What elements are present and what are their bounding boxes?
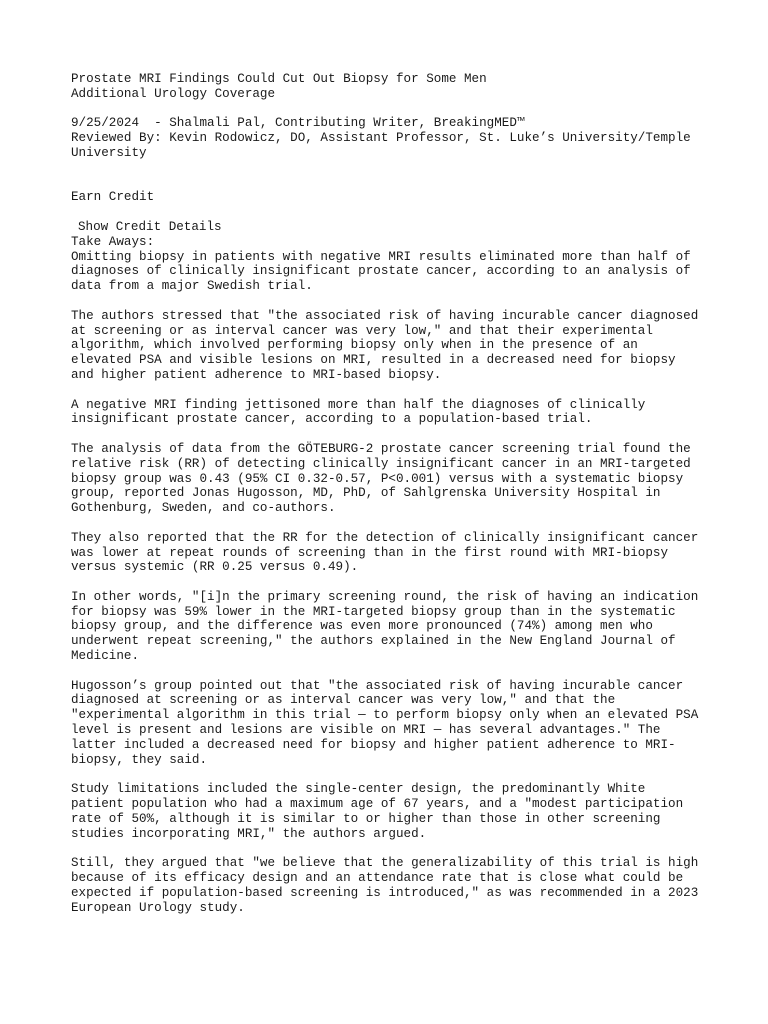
spacer bbox=[71, 767, 711, 782]
paragraph-line: elevated PSA and visible lesions on MRI, resulted in a decreased need for biopsy bbox=[71, 353, 676, 368]
spacer bbox=[71, 575, 711, 590]
body-paragraph bbox=[71, 442, 711, 516]
article-title: Prostate MRI Findings Could Cut Out Biopsy for Some Men bbox=[71, 72, 487, 86]
paragraph-line: and higher patient adherence to MRI-based biopsy. bbox=[71, 367, 442, 382]
body-paragraph bbox=[71, 856, 711, 915]
paragraph-line: The authors stressed that "the associated risk of having incurable cancer diagnosed bbox=[71, 308, 699, 323]
dateline: 9/25/2024 - Shalmali Pal, Contributing Writer, BreakingMED™ bbox=[71, 116, 525, 131]
paragraph-line: rate of 50%, although it is similar to or higher than those in other screening bbox=[71, 811, 661, 826]
paragraph-line: diagnosed at screening or as interval cancer was very low," and that the bbox=[71, 693, 616, 708]
takeaways-text bbox=[71, 250, 711, 294]
paragraph-line: insignificant prostate cancer, according to a population-based trial. bbox=[71, 412, 593, 427]
spacer bbox=[71, 161, 711, 191]
paragraph-line: for biopsy was 59% lower in the MRI-targeted biopsy group than in the systematic bbox=[71, 604, 676, 619]
paragraph-line: because of its efficacy design and an attendance rate that is close what could be bbox=[71, 871, 684, 886]
spacer bbox=[71, 664, 711, 679]
paragraph-line: biopsy, they said. bbox=[71, 752, 208, 767]
paragraph-line: at screening or as interval cancer was very low," and that their experimental bbox=[71, 323, 653, 338]
paragraph-line: Medicine. bbox=[71, 649, 140, 664]
article-body bbox=[71, 294, 711, 915]
paragraph-line: The analysis of data from the GÖTEBURG-2 prostate cancer screening trial found the bbox=[71, 441, 691, 456]
paragraph-line: Hugosson’s group pointed out that "the associated risk of having incurable cancer bbox=[71, 678, 684, 693]
paragraph-line: relative risk (RR) of detecting clinically insignificant cancer in an MRI-targeted bbox=[71, 456, 691, 471]
spacer bbox=[71, 205, 711, 220]
paragraph-line: Still, they argued that "we believe that the generalizability of this trial is high bbox=[71, 856, 699, 871]
spacer bbox=[71, 841, 711, 856]
paragraph-line: biopsy group, and the difference was even more pronounced (74%) among men who bbox=[71, 619, 653, 634]
paragraph-line: underwent repeat screening," the authors explained in the New England Journal of bbox=[71, 634, 676, 649]
paragraph-line: versus systemic (RR 0.25 versus 0.49). bbox=[71, 560, 359, 575]
earn-credit-link[interactable]: Earn Credit bbox=[71, 190, 155, 205]
takeaways-line: Omitting biopsy in patients with negative MRI results eliminated more than half of bbox=[71, 249, 691, 264]
paragraph-line: patient population who had a maximum age of 67 years, and a "modest participation bbox=[71, 797, 684, 812]
section-link[interactable]: Additional Urology Coverage bbox=[71, 86, 276, 101]
reviewer-line: Reviewed By: Kevin Rodowicz, DO, Assistant Professor, St. Luke’s University/Temple bbox=[71, 131, 691, 146]
spacer bbox=[71, 102, 711, 117]
paragraph-line: They also reported that the RR for the detection of clinically insignificant cancer bbox=[71, 530, 699, 545]
body-paragraph bbox=[71, 679, 711, 768]
show-credit-details-link[interactable]: Show Credit Details bbox=[78, 219, 222, 234]
spacer bbox=[71, 294, 711, 309]
takeaways-line: diagnoses of clinically insignificant prostate cancer, according to an analysis of bbox=[71, 264, 691, 279]
body-paragraph bbox=[71, 398, 711, 428]
paragraph-line: group, reported Jonas Hugosson, MD, PhD, of Sahlgrenska University Hospital in bbox=[71, 486, 661, 501]
paragraph-line: expected if population-based screening is introduced," as was recommended in a 2023 bbox=[71, 885, 699, 900]
body-paragraph bbox=[71, 309, 711, 383]
paragraph-line: "experimental algorithm in this trial — to perform biopsy only when an elevated PSA bbox=[71, 708, 699, 723]
paragraph-line: was lower at repeat rounds of screening than in the first round with MRI-biopsy bbox=[71, 545, 669, 560]
spacer bbox=[71, 516, 711, 531]
body-paragraph bbox=[71, 531, 711, 575]
paragraph-line: Study limitations included the single-center design, the predominantly White bbox=[71, 782, 646, 797]
spacer bbox=[71, 383, 711, 398]
takeaways-label: Take Aways: bbox=[71, 234, 155, 249]
body-paragraph bbox=[71, 782, 711, 841]
paragraph-line: biopsy group was 0.43 (95% CI 0.32-0.57, P<0.001) versus with a systematic biopsy bbox=[71, 471, 684, 486]
paragraph-line: latter included a decreased need for biopsy and higher patient adherence to MRI- bbox=[71, 737, 676, 752]
paragraph-line: European Urology study. bbox=[71, 900, 245, 915]
paragraph-line: algorithm, which involved performing biopsy only when in the presence of an bbox=[71, 338, 638, 353]
paragraph-line: Gothenburg, Sweden, and co-authors. bbox=[71, 501, 336, 516]
body-paragraph bbox=[71, 590, 711, 664]
reviewer-line-continued: University bbox=[71, 145, 147, 160]
paragraph-line: level is present and lesions are visible on MRI — has several advantages." The bbox=[71, 723, 661, 738]
spacer bbox=[71, 427, 711, 442]
article-page bbox=[71, 72, 711, 915]
takeaways-line: data from a major Swedish trial. bbox=[71, 279, 313, 294]
paragraph-line: In other words, "[i]n the primary screening round, the risk of having an indication bbox=[71, 589, 699, 604]
paragraph-line: A negative MRI finding jettisoned more than half the diagnoses of clinically bbox=[71, 397, 646, 412]
paragraph-line: studies incorporating MRI," the authors argued. bbox=[71, 826, 427, 841]
